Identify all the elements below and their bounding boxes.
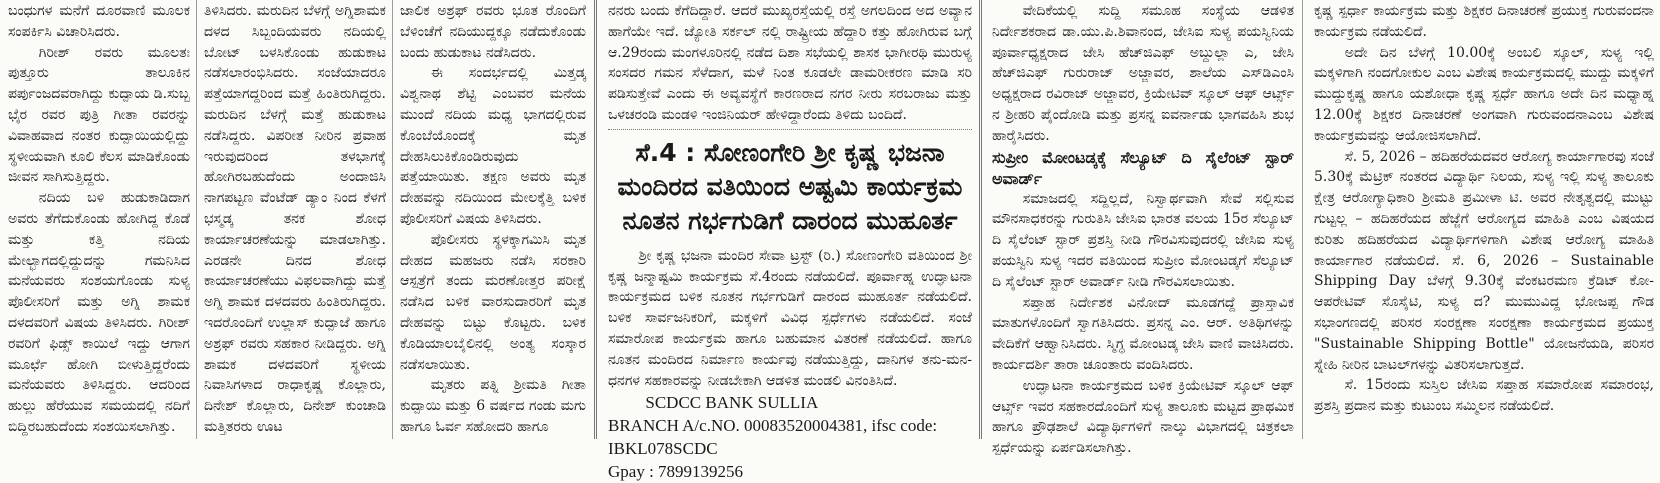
paragraph: ಸೆ. 5, 2026 – ಹದಿಹರೆಯದವರ ಆರೋಗ್ಯ ಕಾರ್ಯಾಗಾರವು ಸಂಜೆ 5.30ಕ್ಕೆ ಮೆಟ್ರಿಕ್ ನಂತರದ ವಿದ್ಯಾರ್ಥಿ ನಿಲಯ, ಸುಳ್ಯ ಇಲ್ಲಿ ಸುಳ್ಯ ತಾಲೂಕು ಕ್ಷೇತ್ರ ಆರೋಗ್ಯಾಧಿಕಾರಿ ಶ್ರೀಮತಿ ಪ್ರಮೀಳಾ ಟಿ. ಅವರ ನೇತೃತ್ವದಲ್ಲಿ ಮುಟ್ಟು ಗುಟ್ಟಲ್ಲ – ಹದಿಹರೆಯದ ಹೆಜ್ಜೆಗೆ ಆರೋಗ್ಯದ ಮಾಹಿತಿ ಎಂಬ ವಿಷಯದ ಕುರಿತು ಹದಿಹರೆಯದ ವಿದ್ಯಾರ್ಥಿಗಳಿಗಾಗಿ ವಿಶೇಷ ಆರೋಗ್ಯ ಮಾಹಿತಿ ಕಾರ್ಯಾಗಾರ ನಡೆಯಲಿದೆ. ಸೆ. 6, 2026 – Sustainable Shipping Day ಬೆಳಗ್ಗೆ 9.30ಕ್ಕೆ ವೆಂಕಟರಮಣ ಕ್ರೆಡಿಟ್ ಕೋ-ಆಪರೇಟಿವ್ ಸೊಸೈಟಿ, ಸುಳ್ಯ ದ? ಮುಮುವಿದ್ದ ಭೋಜಪ್ಪ ಗೌಡ ಸಭಾಂಗಣದಲ್ಲಿ ಪರಿಸರ ಸಂರಕ್ಷಣಾ ಸಂರಕ್ಷಣಾ ಕಾರ್ಯಕ್ರಮದ ಪ್ರಯುಕ್ತ "Sustainable Shipping Bottle" ಯೋಜನೆಯಡಿ, ಪರಿಸರ ಸ್ನೇಹಿ ನೀರಿನ ಬಾಟಲ್‌ಗಳನ್ನು ವಿತರಿಸಲಾಗುತ್ತದೆ. bbox=[1314, 148, 1654, 373]
column-6 bbox=[1306, 0, 1660, 439]
paragraph: ಸಪ್ತಾಹ ನಿರ್ದೇಶಕ ವಿನೋದ್ ಮೂಡಗದ್ದೆ ಪ್ರಾಸ್ತಾವಿಕ ಮಾತುಗಳೊಂದಿಗೆ ಸ್ವಾಗತಿಸಿದರು. ಪ್ರಸನ್ನ ಎಂ. ಆರ್. ಅತಿಥಿಗಳನ್ನು ವೇದಿಕೆಗೆ ಆಹ್ವಾನಿಸಿದರು. ಸ್ಮಿಗ್ಧ ಮೋಂಟಡ್ಕ ಜೇಸಿ ವಾಣಿ ವಾಚಿಸಿದರು. ಕಾರ್ಯದರ್ಶಿ ತಾರಾ ಚೂಂತಾರು ವಂದಿಸಿದರು. bbox=[992, 294, 1294, 373]
paragraph: ಕೃಷ್ಣ ಸ್ಪರ್ಧಾ ಕಾರ್ಯಕ್ರಮ ಮತ್ತು ಶಿಕ್ಷಕರ ದಿನಾಚರಣೆ ಪ್ರಯುಕ್ತ ಗುರುವಂದನಾ ಕಾರ್ಯಕ್ರಮ ನಡೆಯಲಿದೆ. bbox=[1314, 3, 1654, 40]
column-divider bbox=[979, 0, 982, 439]
paragraph: ನನರು ಬಂದು ಕೆಗೆದಿದ್ದಾರೆ. ಆದರೆ ಮುಖ್ಯರಸ್ತೆಯಲ್ಲಿ ರಸ್ತೆ ಅಗಲದಿಂದ ಅದ ಅವ್ಯಾನ ಹಾಗೆಯೇ ಇದೆ. ಜ್ಯೋತಿ ಸರ್ಕಲ್ ನಲ್ಲಿ ರಾಷ್ಟ್ರೀಯ ಹೆದ್ದಾರಿ ಕತ್ತು ಹೋಗಿರುವ ಬಗ್ಗೆ ಆ.29ರಂದು ಮಂಗಳೂರಿನಲ್ಲಿ ನಡೆದ ದಿಶಾ ಸಭೆಯಲ್ಲಿ ಶಾಸಕ ಭಾಗೀರಥಿ ಮುರುಳ್ಯ ಸಂಸದರ ಗಮನ ಸೆಳೆದಾಗ, ಮಳೆ ನಿಂತ ಕೂಡಲೇ ಡಾಮರೀಕರಣ ಮಾಡಿ ಸರಿ ಪಡಿಸುತ್ತೇವೆ ಎಂದು ಈ ಅವ್ಯವಸ್ಥೆಗೆ ಕಾರಣರಾದ ನಗರ ನೀರು ಸರಬರಾಜು ಮತ್ತು ಒಳಚರಂಡಿ ಮಂಡಳಿ ಇಂಜಿನಿಯರ್ ಹೇಳಿದ್ದಾರೆಂದು ತಿಳಿದು ಬಂದಿದೆ. bbox=[608, 3, 972, 123]
column-divider bbox=[1302, 0, 1303, 439]
paragraph: ವೇದಿಕೆಯಲ್ಲಿ ಸುದ್ದಿ ಸಮೂಹ ಸಂಸ್ಥೆಯ ಆಡಳಿತ ನಿರ್ದೇಶಕರಾದ ಡಾ.ಯು.ಪಿ.ಶಿವಾನಂದ, ಜೇಸಿಐ ಸುಳ್ಯ ಪಯಸ್ವಿನಿಯ ಪೂರ್ವಾಧ್ಯಕ್ಷರಾದ ಜೇಸಿ ಹೆಚ್‌ಜಿಎಫ್ ಅಬ್ದುಲ್ಲಾ ಎ, ಜೇಸಿ ಹೆಚ್‌ಜಿಎಫ್ ಗುರುರಾಜ್ ಅಜ್ಜಾವರ, ಶಾಲೆಯ ಎಸ್‌ಡಿಎಂಸಿ ಅಧ್ಯಕ್ಷರಾದ ರವಿರಾಜ್ ಅಜ್ಜಾವರ, ಕ್ರಿಯೇಟಿವ್ ಸ್ಕೂಲ್ ಆಫ್ ಆರ್ಟ್ಸ್ ನ ಶ್ರೀಹರಿ ಪೈಂದೋಡಿ ಮತ್ತು ಪ್ರಸನ್ನ ಐವರ್ನಾಡು ಭಾಗವಹಿಸಿ ಶುಭ ಹಾರೈಸಿದರು. bbox=[992, 3, 1294, 144]
column-1 bbox=[0, 0, 196, 439]
paragraph: ಸೆ. 15ರಂದು ಸುಸ್ತಿಲ ಜೇಸಿಐ ಸಪ್ತಾಹ ಸಮಾರೋಪ ಸಮಾರಂಭ, ಪ್ರಶಸ್ತಿ ಪ್ರದಾನ ಮತ್ತು ಕುಟುಂಬ ಸಮ್ಮಿಲನ ನಡೆಯಲಿದೆ. bbox=[1314, 377, 1654, 415]
gpay-number: Gpay : 7899139256 bbox=[608, 462, 744, 482]
paragraph: ಬಂಧುಗಳ ಮನೆಗೆ ದೂರವಾಣಿ ಮೂಲಕ ಸಂಪರ್ಕಿಸಿ ವಿಚಾರಿಸಿದರು. bbox=[8, 3, 190, 40]
bank-name: SCDCC BANK SULLIA bbox=[645, 393, 819, 413]
column-divider bbox=[594, 0, 597, 439]
column-2 bbox=[196, 0, 392, 439]
paragraph: ತಿಳಿಸಿದರು. ಮರುದಿನ ಬೆಳಗ್ಗೆ ಅಗ್ನಿಶಾಮಕ ದಳದ ಸಿಬ್ಬಂದಿಯವರು ನದಿಯಲ್ಲಿ ಬೋಟ್ ಬಳಸಿಕೊಂಡು ಹುಡುಕಾಟ ನಡೆಸಲಾರಂಭಿಸಿದರು. ಸಂಜೆಯಾದರೂ ಪತ್ತೆಯಾಗದ್ದರಿಂದ ಮತ್ತೆ ಹಿಂತಿರುಗಿದ್ದರು. ಮರುದಿನ ಬೆಳಗ್ಗೆ ಮತ್ತೆ ಹುಡುಕಾಟ ನಡೆಸಿದ್ದರು. ವಿಪರೀತ ನೀರಿನ ಪ್ರವಾಹ ಇರುವುದರಿಂದ ತಳಭಾಗಕ್ಕೆ ಹೋಗಿರಬಹುದೆಂದು ಅಂದಾಜಿಸಿ ನಾಗಪಟ್ಟಣ ವೆಂಟೆಡ್ ಡ್ಯಾಂ ನಿಂದ ಕೆಳಗೆ ಭಸ್ಮಡ್ಕ ತನಕ ಶೋಧ ಕಾರ್ಯಾಚರಣೆಯನ್ನು ಮಾಡಲಾಗಿತ್ತು. ಎರಡನೇ ದಿನದ ಶೋಧ ಕಾರ್ಯಾಚರಣೆಯು ವಿಫಲವಾಗಿದ್ದು ಮತ್ತೆ ಅಗ್ನಿ ಶಾಮಕ ದಳದವರು ಹಿಂತಿರುಗಿದ್ದರು. ಇದರೊಂದಿಗೆ ಉಲ್ಲಾಸ್ ಕುದ್ಪಾಜೆ ಹಾಗೂ ಅಶ್ರಫ್ ರವರು ಸಹಕಾರ ನೀಡಿದ್ದರು. ಅಗ್ನಿ ಶಾಮಕ ದಳದವರಿಗೆ ಸ್ಥಳೀಯ ನಿವಾಸಿಗಳಾದ ರಾಧಾಕೃಷ್ಣ ಕೊಲ್ಲಾರು, ದಿನೇಶ್ ಕೊಲ್ಲಾರು, ದಿನೇಶ್ ಕುಂಚಾಡಿ ಮತ್ತಿತರರು ಊಟ bbox=[204, 3, 386, 435]
paragraph: ಉದ್ಘಾಟನಾ ಕಾರ್ಯಕ್ರಮದ ಬಳಿಕ ಕ್ರಿಯೇಟಿವ್ ಸ್ಕೂಲ್ ಆಫ್ ಆರ್ಟ್ಸ್ ಇವರ ಸಹಕಾರದೊಂದಿಗೆ ಸುಳ್ಯ ತಾಲೂಕು ಮಟ್ಟದ ಪ್ರಾಥಮಿಕ ಹಾಗೂ ಪ್ರೌಢಶಾಲೆ ವಿದ್ಯಾರ್ಥಿಗಳಿಗೆ ನಾಲ್ಕು ವಿಭಾಗದಲ್ಲಿ ಚಿತ್ರಕಲಾ ಸ್ಪರ್ಧೆಯನ್ನು ಏರ್ಪಡಿಸಲಾಗಿತ್ತು. bbox=[992, 377, 1294, 457]
paragraph: ಮೃತರು ಪತ್ನಿ ಶ್ರೀಮತಿ ಗೀತಾ ಕುದ್ಪಾಯಿ ಮತ್ತು 6 ವರ್ಷದ ಗಂಡು ಮಗು ಹಾಗೂ ಓರ್ವ ಸಹೋದರಿ ಹಾಗೂ bbox=[400, 377, 586, 435]
paragraph: ಸಮಾಜದಲ್ಲಿ ಸದ್ದಿಲ್ಲದೆ, ನಿಸ್ವಾರ್ಥವಾಗಿ ಸೇವೆ ಸಲ್ಲಿಸುವ ಮೌನಸಾಧಕರನ್ನು ಗುರುತಿಸಿ ಜೇಸಿಐ ಭಾರತ ವಲಯ 15ರ ಸೆಲ್ಯೂಟ್ ದಿ ಸೈಲೆಂಟ್ ಸ್ಟಾರ್ ಪ್ರಶಸ್ತಿ ನೀಡಿ ಗೌರವಿಸುವುದರಲ್ಲಿ ಜೇಸಿಐ ಸುಳ್ಯ ಪಯಸ್ವಿನಿ ಸುಳ್ಯ ಇದರ ವತಿಯಿಂದ ಸುಪ್ರೀಂ ಮೋಂಟಡ್ಕಗೆ ಸೆಲ್ಯೂಟ್ ದಿ ಸೈಲೆಂಟ್ ಸ್ಟಾರ್ ಅವಾರ್ಡ್ ನೀಡಿ ಗೌರವಿಸಲಾಯಿತು. bbox=[992, 190, 1294, 290]
column-4 bbox=[600, 0, 978, 482]
paragraph: ಅದೇ ದಿನ ಬೆಳಗ್ಗೆ 10.00ಕ್ಕೆ ಅಂಬಲಿ ಸ್ಕೂಲ್, ಸುಳ್ಯ ಇಲ್ಲಿ ಮಕ್ಕಳಿಗಾಗಿ ನಂದಗೋಕುಲ ಎಂಬ ವಿಶೇಷ ಕಾರ್ಯಕ್ರಮದಲ್ಲಿ ಮುದ್ದು ಮಕ್ಕಳಿಗೆ ಮುದ್ದುಕೃಷ್ಣ ಹಾಗೂ ಯಶೋಧಾ ಕೃಷ್ಣ ಸ್ಪರ್ಧೆ ಹಾಗೂ ಅದೇ ದಿನ ಮಧ್ಯಾಹ್ನ 12.00ಕ್ಕೆ ಶಿಕ್ಷಕರ ದಿನಾಚರಣೆ ಅಂಗವಾಗಿ ಗುರುವಂದನಾಎಂಬ ವಿಶೇಷ ಕಾರ್ಯಕ್ರಮವನ್ನು ಆಯೋಜಿಸಲಾಗಿದೆ. bbox=[1314, 44, 1654, 144]
paragraph: ಗಿರೀಶ್ ರವರು ಮೂಲತಃ ಪುತ್ತೂರು ತಾಲೂಕಿನ ಪರ್ಪುಂಜದವರಾಗಿದ್ದು ಕುದ್ಪಾಯ ಡಿ.ಸುಬ್ಬ ಭೈರ ರವರ ಪುತ್ರಿ ಗೀತಾ ರವರನ್ನು ವಿವಾಹವಾದ ನಂತರ ಕುದ್ಪಾಯಿಯಲ್ಲಿದ್ದು ಸ್ಥಳೀಯವಾಗಿ ಕೂಲಿ ಕೆಲಸ ಮಾಡಿಕೊಂಡು ಜೀವನ ಸಾಗಿಸುತ್ತಿದ್ದರು. bbox=[8, 44, 190, 186]
paragraph: ಈ ಸಂದರ್ಭದಲ್ಲಿ ಮಿತ್ತಡ್ಕ ವಿಶ್ವನಾಥ ಶೆಟ್ಟಿ ಎಂಬವರ ಮನೆಯ ಮುಂದೆ ನದಿಯ ಮಧ್ಯ ಭಾಗದಲ್ಲಿರುವ ಕೊಂಬೆಯೊಂದಕ್ಕೆ ಮೃತ ದೇಹಸಿಲುಕಿಕೊಂಡಿರುವುದು ಪತ್ತೆಯಾಯಿತು. ತಕ್ಷಣ ಅವರು ಮೃತ ದೇಹವನ್ನು ನದಿಯಿಂದ ಮೇಲಕ್ಕೆತ್ತಿ ಬಳಿಕ ಪೊಲೀಸರಿಗೆ ವಿಷಯ ತಿಳಿಸಿದರು. bbox=[400, 65, 586, 227]
bank-details bbox=[608, 391, 972, 483]
paragraph: ನದಿಯ ಬಳಿ ಹುಡುಕಾಡಿದಾಗ ಅವರು ತೆಗೆದುಕೊಂಡು ಹೋಗಿದ್ದ ಕೊಡೆ ಮತ್ತು ಕತ್ತಿ ನದಿಯ ಮೇಲ್ಭಾಗದಲ್ಲಿದ್ದುದನ್ನು ಗಮನಿಸಿದ ಮನೆಯವರು ಸಂಶಯಗೊಂಡು ಸುಳ್ಯ ಪೊಲೀಸರಿಗೆ ಮತ್ತು ಅಗ್ನಿ ಶಾಮಕ ದಳದವರಿಗೆ ವಿಷಯ ತಿಳಿಸಿದರು. ಗಿರೀಶ್ ರವರಿಗೆ ಫಿಡ್ಸ್ ಕಾಯಿಲೆ ಇದ್ದು ಆಗಾಗ ಮೂರ್ಛೆ ಹೋಗಿ ಬೀಳುತ್ತಿದ್ದರೆಂದು ಮನೆಯವರು ತಿಳಿಸಿದ್ದರು. ಆದರಿಂದ ಹುಲ್ಲು ಹೆರೆಯುವ ಸಮಯದಲ್ಲಿ ನದಿಗೆ ಬಿದ್ದಿರಬಹುದೆಂದು ಸಂಶಯಿಸಲಾಗಿತ್ತು. bbox=[8, 190, 190, 435]
article-body: ಶ್ರೀ ಕೃಷ್ಣ ಭಜನಾ ಮಂದಿರ ಸೇವಾ ಟ್ರಸ್ಟ್ (ರಿ.) ಸೋಣಂಗೇರಿ ವತಿಯಿಂದ ಶ್ರೀ ಕೃಷ್ಣ ಜನ್ಮಾಷ್ಟಮಿ ಕಾರ್ಯಕ್ರಮ ಸೆ.4ರಂದು ನಡೆಯಲಿದೆ. ಪೂರ್ವಾಹ್ನ ಉದ್ಘಾಟನಾ ಕಾರ್ಯಕ್ರಮದ ಬಳಿಕ ನೂತನ ಗರ್ಭಗುಡಿಗೆ ದಾರಂದ ಮುಹೂರ್ತ ನಡೆಯಲಿದೆ. ಬಳಿಕ ಸಾರ್ವಜನಿಕರಿಗೆ, ಮಕ್ಕಳಿಗೆ ವಿವಿಧ ಸ್ಪರ್ಧೆಗಳು ನಡೆಯಲಿದೆ. ಸಂಜೆ ಸಮಾರೋಪ ಕಾರ್ಯಕ್ರಮ ಹಾಗೂ ಬಹುಮಾನ ವಿತರಣೆ ನಡೆಯಲಿದೆ. ಹಾಗೂ ನೂತನ ಮಂದಿರದ ನಿರ್ಮಾಣ ಕಾರ್ಯವು ನಡೆಯುತ್ತಿದ್ದು, ದಾನಿಗಳ ತನು-ಮನ-ಧನಗಳ ಸಹಕಾರವನ್ನು ನೀಡಬೇಕಾಗಿ ಆಡಳಿತ ಮಂಡಲಿ ವಿನಂತಿಸಿದೆ. bbox=[608, 247, 972, 389]
section-divider bbox=[608, 129, 972, 130]
paragraph: ಜಾಲಿಕ ಅಶ್ರಫ್ ರವರು ಭೂತ ರೊಂದಿಗೆ ಬೆಳಿಂಚೆಗೆ ನದಿಯುದ್ದಕ್ಕೂ ನಡೆದುಕೊಂಡು ಬಂದು ಹುಡುಕಾಟ ನಡೆಸಿದರು. bbox=[400, 3, 586, 61]
bank-account: BRANCH A/c.NO. 00083520004381, ifsc code: IBKL078SCDC bbox=[608, 416, 938, 459]
section-subheading: ಸುಪ್ರೀಂ ಮೋಂಟಡ್ಕಕ್ಕೆ ಸೆಲ್ಯೂಟ್ ದಿ ಸೈಲೆಂಟ್ ಸ್ಟಾರ್ ಅವಾರ್ಡ್ bbox=[992, 147, 1294, 188]
article-headline: ಸೆ.4 : ಸೋಣಂಗೇರಿ ಶ್ರೀ ಕೃಷ್ಣ ಭಜನಾ ಮಂದಿರದ ವತಿಯಿಂದ ಅಷ್ಟಮಿ ಕಾರ್ಯಕ್ರಮ ನೂತನ ಗರ್ಭಗುಡಿಗೆ ದಾರಂದ ಮುಹೂರ್ತ bbox=[617, 137, 963, 235]
column-5 bbox=[984, 0, 1300, 457]
paragraph: ಪೊಲೀಸರು ಸ್ಥಳಕ್ಕಾಗಮಿಸಿ ಮೃತ ದೇಹದ ಮಹಜರು ನಡೆಸಿ ಸರಕಾರಿ ಆಸ್ಪತ್ರೆಗೆ ತಂದು ಮರಣೋತ್ತರ ಪರೀಕ್ಷೆ ನಡೆಸಿದ ಬಳಿಕ ವಾರಸುದಾರರಿಗೆ ಮೃತ ದೇಹವನ್ನು ಬಿಟ್ಟು ಕೊಟ್ಟರು. ಬಳಿಕ ಕೊಡಿಯಾಲಬೈಲಿನಲ್ಲಿ ಅಂತ್ಯ ಸಂಸ್ಕಾರ ನಡೆಸಲಾಯಿತು. bbox=[400, 231, 586, 373]
column-3 bbox=[392, 0, 592, 439]
